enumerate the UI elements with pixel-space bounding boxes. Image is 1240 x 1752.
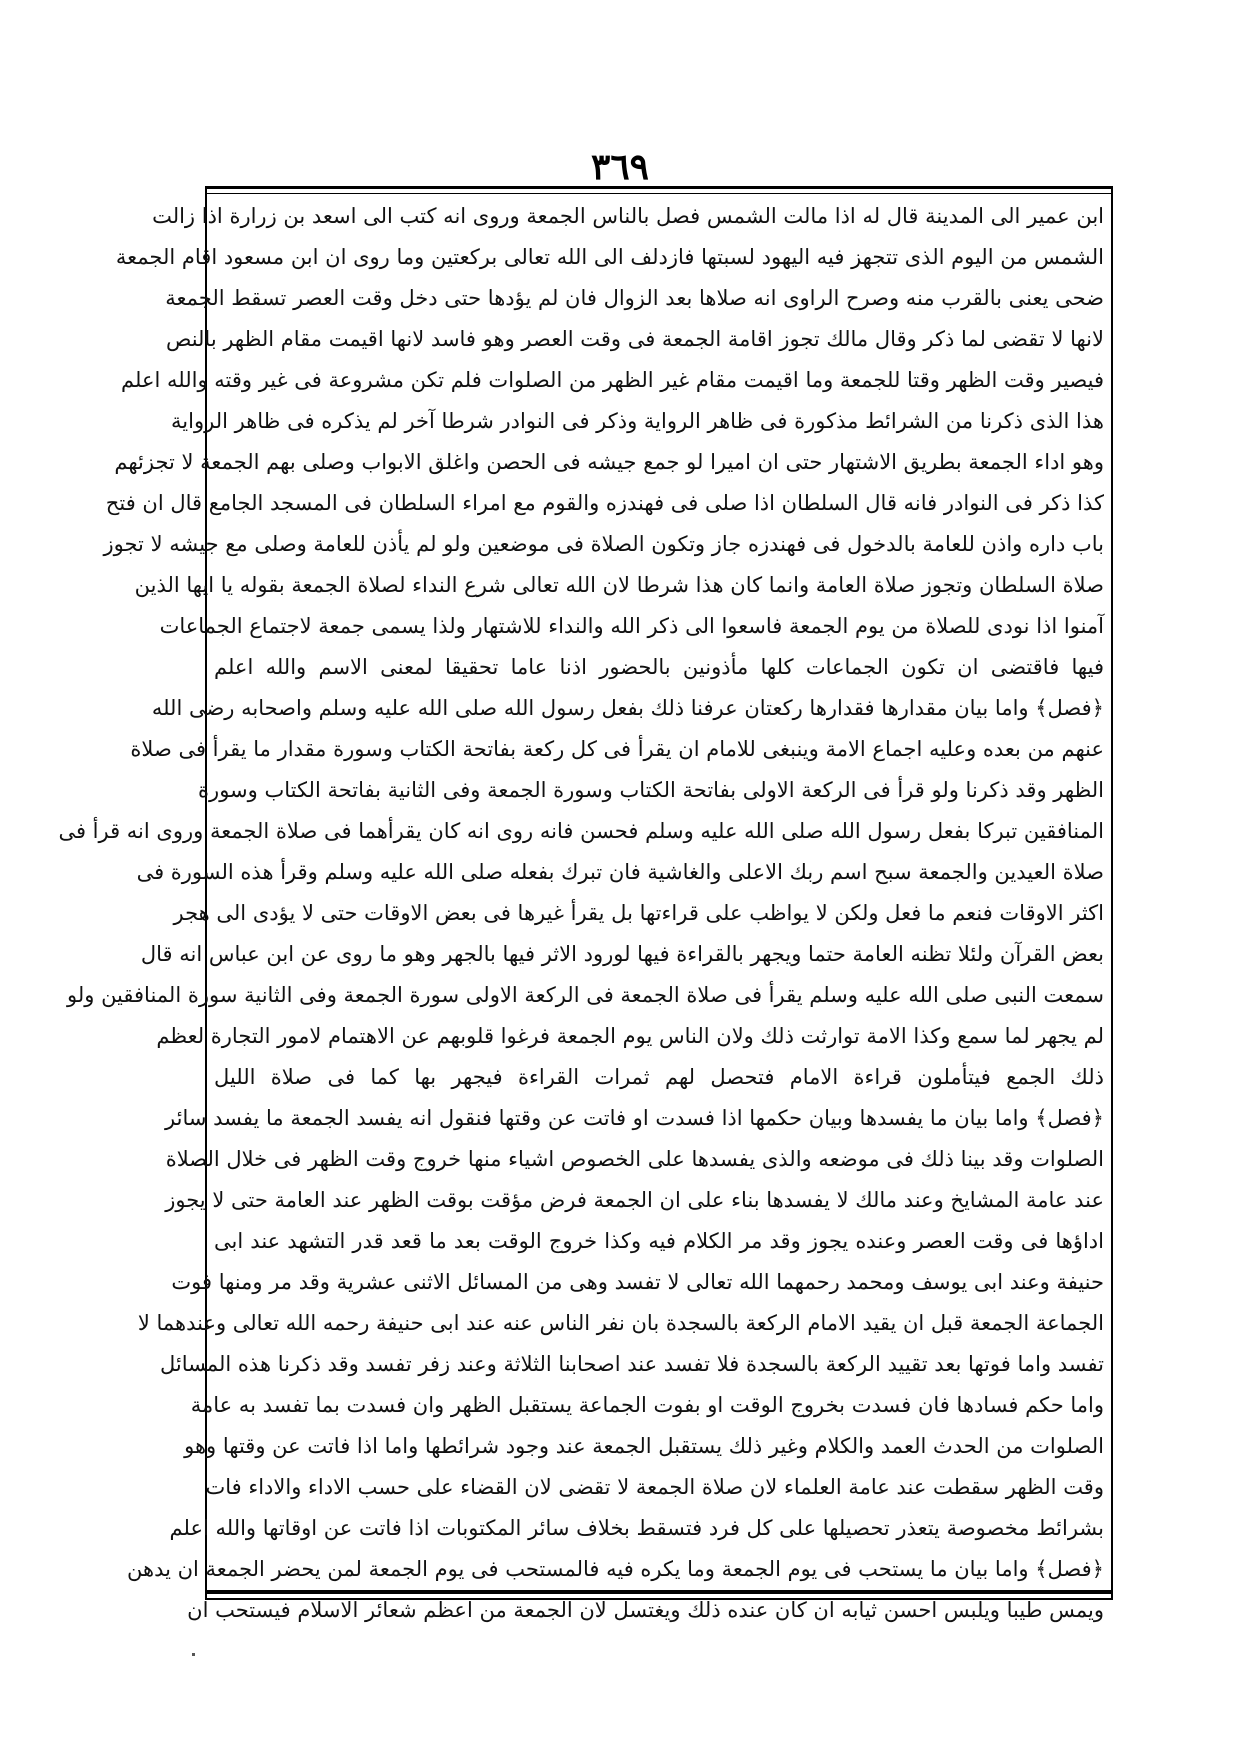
- text-line: عند عامة المشايخ وعند مالك لا يفسدها بناء على ان الجمعة فرض مؤقت بوقت الظهر عند العامة حتى لا يجوز: [165, 1188, 1104, 1212]
- text-line: عنهم من بعده وعليه اجماع الامة وينبغى للامام ان يقرأ فى كل ركعة بفاتحة الكتاب وسورة مقدار ما يقرأ فى صلاة: [130, 737, 1104, 761]
- text-line: لانها لا تقضى لما ذكر وقال مالك تجوز اقامة الجمعة فى وقت العصر وهو فاسد لانها اقيمت مقام الظهر بالنص: [165, 327, 1104, 351]
- text-line: ويمس طيبا ويلبس احسن ثيابه ان كان عنده ذلك ويغتسل لان الجمعة من اعظم شعائر الاسلام فيستحب ان: [187, 1598, 1104, 1622]
- text-line: صلاة السلطان وتجوز صلاة العامة وانما كان هذا شرطا لان الله تعالى شرع النداء لصلاة الجمعة بقوله يا ايها الذين: [134, 573, 1104, 597]
- text-line: بشرائط مخصوصة يتعذر تحصيلها على كل فرد فتسقط بخلاف سائر المكتوبات اذا فاتت عن اوقاتها والله اعلم: [169, 1516, 1104, 1540]
- text-line: ابن عمير الى المدينة قال له اذا مالت الشمس فصل بالناس الجمعة وروى انه كتب الى اسعد بن زرارة اذا زالت: [152, 204, 1104, 228]
- text-line: بعض القرآن ولئلا تظنه العامة حتما ويجهر بالقراءة فيها لورود الاثر فيها بالجهر وهو ما روى عن ابن عباس انه قال: [140, 942, 1104, 966]
- body-text: [58, 196, 1104, 1631]
- page-number: ٣٦٩: [590, 146, 649, 188]
- text-line: الصلوات من الحدث العمد والكلام وغير ذلك يستقبل الجمعة عند وجود شرائطها واما اذا فاتت عن وقتها وهو: [184, 1434, 1104, 1458]
- bottom-rule-thick: [205, 1590, 1113, 1594]
- text-line: واما حكم فسادها فان فسدت بخروج الوقت او بفوت الجماعة يستقبل الظهر وان فسدت بما تفسد به عامة: [190, 1393, 1104, 1417]
- text-line: ﴿فصل﴾ واما بيان ما يستحب فى يوم الجمعة وما يكره فيه فالمستحب فى يوم الجمعة لمن يحضر الجمعة ان يدهن: [127, 1557, 1104, 1581]
- text-line: الشمس من اليوم الذى تتجهز فيه اليهود لسبتها فازدلف الى الله تعالى بركعتين وما روى ان ابن مسعود اقام الجمعة: [115, 245, 1104, 269]
- frame-inner-rule: [207, 193, 1111, 194]
- text-line: الجماعة الجمعة قبل ان يقيد الامام الركعة بالسجدة بان نفر الناس عنه عند ابى حنيفة رحمه الله تعالى وعندهما لا: [137, 1311, 1104, 1335]
- text-line: ﴿فصل﴾ واما بيان مقدارها فقدارها ركعتان عرفنا ذلك بفعل رسول الله صلى الله عليه وسلم واصحابه رضى الله: [151, 696, 1104, 720]
- text-line: وهو اداء الجمعة بطريق الاشتهار حتى ان اميرا لو جمع جيشه فى الحصن واغلق الابواب وصلى بهم الجمعة لا تجزئهم: [114, 450, 1104, 474]
- bottom-rule-thin: [205, 1598, 1113, 1600]
- text-line: لم يجهر لما سمع وكذا الامة توارثت ذلك ولان الناس يوم الجمعة فرغوا قلوبهم عن الاهتمام لامور التجارة لعظم: [156, 1024, 1104, 1048]
- text-line: ذلك الجمع فيتأملون قراءة الامام فتحصل لهم ثمرات القراءة فيجهر بها كما فى صلاة الليل: [214, 1065, 1104, 1089]
- text-line: المنافقين تبركا بفعل رسول الله صلى الله عليه وسلم فحسن فانه روى انه كان يقرأهما فى صلاة الجمعة وروى انه قرأ فى: [58, 819, 1104, 843]
- text-line: وقت الظهر سقطت عند عامة العلماء لان صلاة الجمعة لا تقضى لان القضاء على حسب الاداء والاداء فات: [205, 1475, 1104, 1499]
- text-line: آمنوا اذا نودى للصلاة من يوم الجمعة فاسعوا الى ذكر الله والنداء للاشتهار ولذا يسمى جمعة لاجتماع الجماعات: [159, 614, 1104, 638]
- text-line: كذا ذكر فى النوادر فانه قال السلطان اذا صلى فى فهندزه والقوم مع امراء السلطان فى المسجد الجامع قال ان فتح: [105, 491, 1104, 515]
- stray-mark: [192, 1653, 195, 1656]
- text-line: اكثر الاوقات فنعم ما فعل ولكن لا يواظب على قراءتها بل يقرأ غيرها فى بعض الاوقات حتى لا يؤدى الى هجر: [173, 901, 1104, 925]
- text-line: ﴿فصل﴾ واما بيان ما يفسدها وبيان حكمها اذا فسدت او فاتت عن وقتها فنقول انه يفسد الجمعة ما يفسد سائر: [165, 1106, 1104, 1130]
- text-line: هذا الذى ذكرنا من الشرائط مذكورة فى ظاهر الرواية وذكر فى النوادر شرطا آخر لم يذكره فى ظاهر الرواية: [171, 409, 1104, 433]
- text-line: تفسد واما فوتها بعد تقييد الركعة بالسجدة فلا تفسد عند اصحابنا الثلاثة وعند زفر تفسد وقد ذكرنا هذه المسائل: [160, 1352, 1104, 1376]
- text-line: ضحى يعنى بالقرب منه وصرح الراوى انه صلاها بعد الزوال فان لم يؤدها حتى دخل وقت العصر تسقط الجمعة: [165, 286, 1104, 310]
- text-line: باب داره واذن للعامة بالدخول فى فهندزه جاز وتكون الصلاة فى موضعين ولو لم يأذن للعامة وصلى مع جيشه لا تجوز: [103, 532, 1104, 556]
- text-line: الظهر وقد ذكرنا ولو قرأ فى الركعة الاولى بفاتحة الكتاب وسورة الجمعة وفى الثانية بفاتحة الكتاب وسورة: [198, 778, 1104, 802]
- text-line: حنيفة وعند ابى يوسف ومحمد رحمهما الله تعالى لا تفسد وهى من المسائل الاثنى عشرية وقد مر ومنها فوت: [171, 1270, 1104, 1294]
- text-line: فيصير وقت الظهر وقتا للجمعة وما اقيمت مقام غير الظهر من الصلوات فلم تكن مشروعة فى غير وقته والله اعلم: [121, 368, 1104, 392]
- text-line: اداؤها فى وقت العصر وعنده يجوز وقد مر الكلام فيه وكذا خروج الوقت بعد ما قعد قدر التشهد عند ابى: [214, 1229, 1104, 1253]
- text-line: صلاة العيدين والجمعة سبح اسم ربك الاعلى والغاشية فان تبرك بفعله صلى الله عليه وسلم وقرأ هذه السورة فى: [136, 860, 1104, 884]
- text-line: سمعت النبى صلى الله عليه وسلم يقرأ فى صلاة الجمعة فى الركعة الاولى سورة الجمعة وفى الثانية سورة المنافقين ولو: [67, 983, 1104, 1007]
- text-line: فيها فاقتضى ان تكون الجماعات كلها مأذونين بالحضور اذنا عاما تحقيقا لمعنى الاسم والله اعلم: [214, 655, 1104, 679]
- text-line: الصلوات وقد بينا ذلك فى موضعه والذى يفسدها على الخصوص اشياء منها خروج وقت الظهر فى خلال الصلاة: [165, 1147, 1104, 1171]
